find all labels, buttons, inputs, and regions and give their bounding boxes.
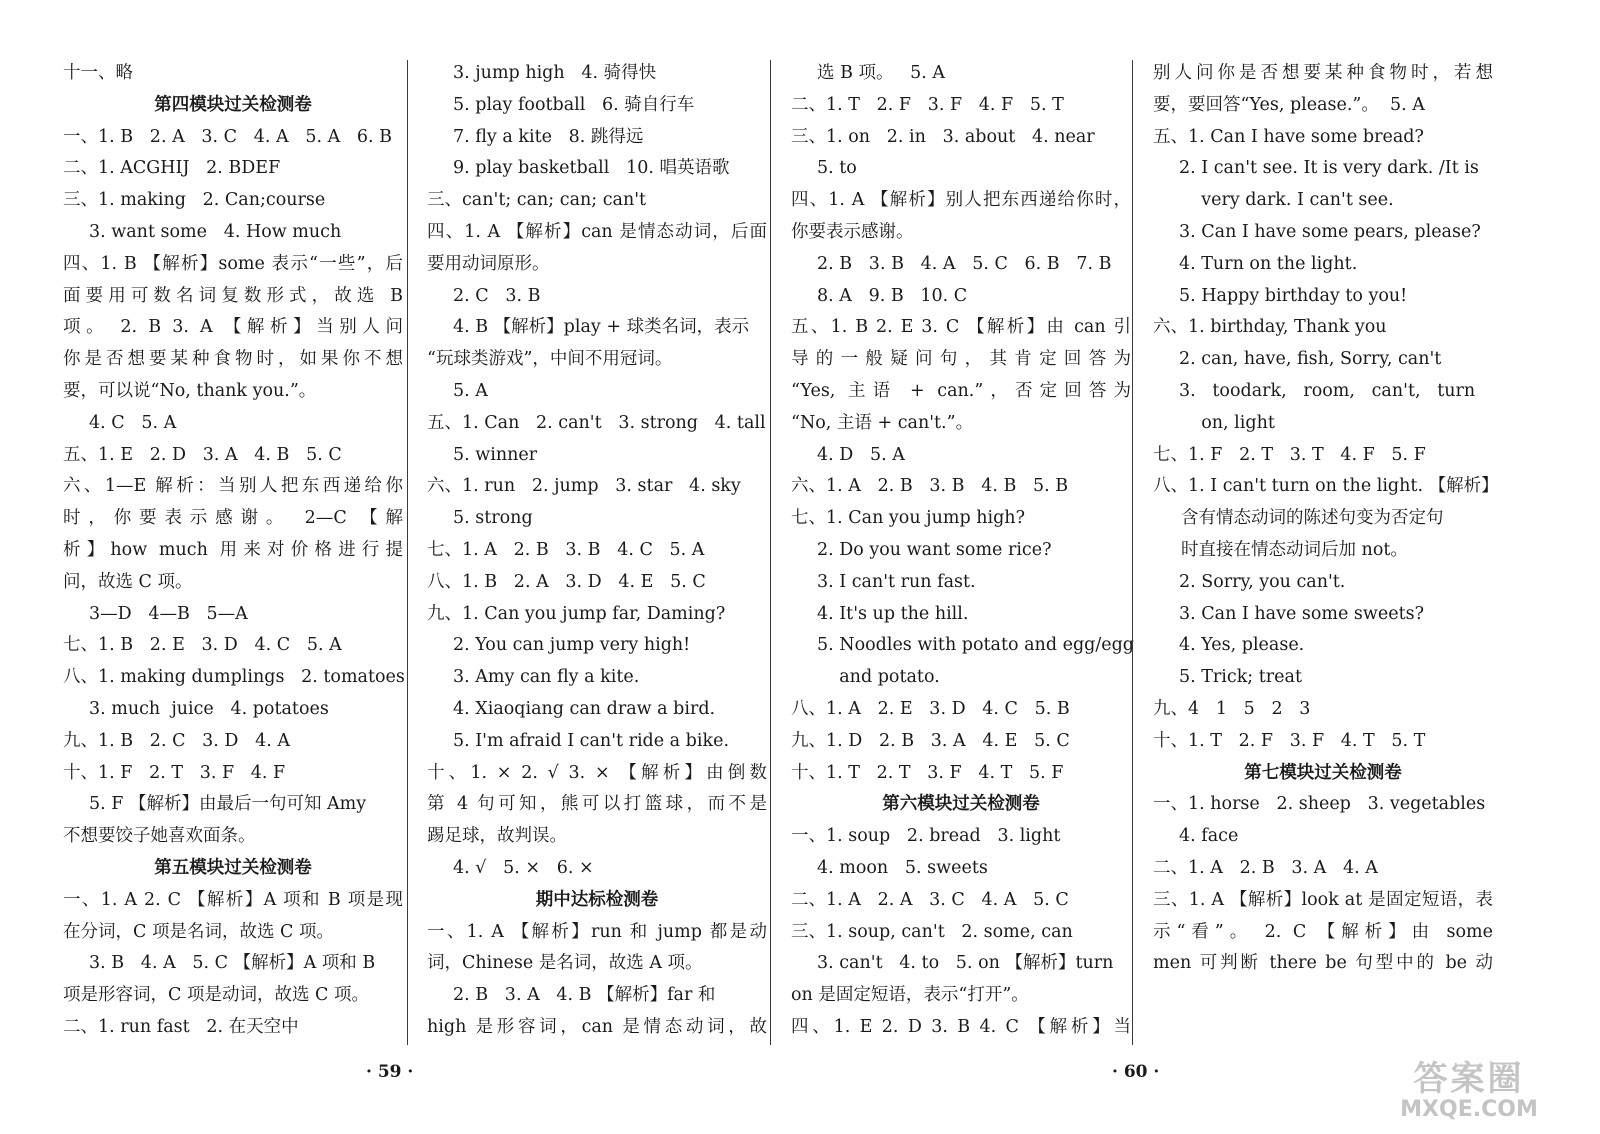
- answer-line: 十、1. F 2. T 3. F 4. F: [63, 762, 286, 783]
- answer-line: 六、1. run 2. jump 3. star 4. sky: [427, 476, 741, 497]
- answer-line: 要，可以说“No, thank you.”。: [63, 380, 317, 401]
- answer-line: 要，要回答“Yes, please.”。 5. A: [1153, 94, 1425, 115]
- answer-line: 你是否想要某种食物时，如果你不想: [63, 349, 403, 370]
- answer-line: 三、can't; can; can; can't: [427, 190, 647, 211]
- answer-line: 析】how much 用来对价格进行提: [63, 539, 403, 560]
- answer-line: 一、1. B 2. A 3. C 4. A 5. A 6. B: [63, 126, 393, 147]
- answer-line: 词，Chinese 是名词，故选 A 项。: [427, 953, 703, 974]
- answer-line: 2. Sorry, you can't.: [1179, 571, 1346, 592]
- answer-line: 2. I can't see. It is very dark. /It is: [1179, 158, 1479, 179]
- section-heading: 第六模块过关检测卷: [882, 794, 1040, 815]
- answer-line: 二、1. A 2. B 3. A 4. A: [1153, 857, 1378, 878]
- answer-line: 七、1. F 2. T 3. T 4. F 5. F: [1153, 444, 1426, 465]
- answer-line: 第 4 句可知，熊可以打篮球，而不是: [427, 794, 767, 815]
- answer-line: 2. You can jump very high!: [453, 635, 691, 656]
- answer-line: 七、1. Can you jump high?: [791, 508, 1025, 529]
- answer-line: 5. I'm afraid I can't ride a bike.: [453, 730, 730, 751]
- answer-line: 二、1. run fast 2. 在天空中: [63, 1016, 299, 1037]
- answer-line: 项是形容词，C 项是动词，故选 C 项。: [63, 985, 369, 1006]
- answer-line: 4. C 5. A: [89, 412, 177, 433]
- answer-line: 三、1. on 2. in 3. about 4. near: [791, 126, 1095, 147]
- answer-line: 5. strong: [453, 508, 533, 529]
- answer-line: 2. B 3. B 4. A 5. C 6. B 7. B: [817, 253, 1112, 274]
- column-1: [63, 58, 403, 1044]
- answer-line: 时直接在情态动词后加 not。: [1181, 539, 1408, 560]
- answer-line: 导的一般疑问句，其肯定回答为: [791, 349, 1131, 370]
- column-4: [1153, 58, 1499, 980]
- column-2: [427, 58, 767, 1044]
- answer-line: 四、1. A 【解析】别人把东西递给你时，: [791, 190, 1131, 211]
- answer-line: 7. fly a kite 8. 跳得远: [453, 126, 644, 147]
- answer-line: 在分词，C 项是名词，故选 C 项。: [63, 921, 334, 942]
- answer-line: 5. Trick; treat: [1179, 667, 1302, 688]
- watermark-mark: 答案圈: [1413, 1059, 1525, 1099]
- answer-line: 3. I can't run fast.: [817, 571, 976, 592]
- answer-line: 2. Do you want some rice?: [817, 539, 1052, 560]
- answer-line: 4. It's up the hill.: [817, 603, 969, 624]
- answer-line: 4. Turn on the light.: [1179, 253, 1358, 274]
- answer-line: 含有情态动词的陈述句变为否定句: [1181, 508, 1444, 529]
- answer-line: 示“看”。 2. C 【解析】由 some: [1153, 921, 1493, 942]
- section-heading: 期中达标检测卷: [535, 889, 659, 910]
- watermark-site: MXQE.COM: [1400, 1097, 1538, 1122]
- answer-line: high 是形容词，can 是情态动词，故: [427, 1016, 767, 1037]
- answer-line: 三、1. A 【解析】look at 是固定短语，表: [1153, 889, 1493, 910]
- answer-line: 十、1. T 2. F 3. F 4. T 5. T: [1153, 730, 1426, 751]
- answer-line: 3. toodark, room, can't, turn: [1179, 380, 1476, 401]
- answer-line: 3. jump high 4. 骑得快: [453, 63, 657, 83]
- answer-line: 5. A: [453, 380, 488, 401]
- answer-line: “Yes, 主语 + can.”，否定回答为: [791, 380, 1131, 401]
- column-divider: [1132, 60, 1133, 1045]
- answer-line: 十、1. × 2. √ 3. × 【解析】由倒数: [427, 762, 767, 783]
- watermark-logo: [1374, 1060, 1564, 1122]
- answer-line: 3. B 4. A 5. C 【解析】A 项和 B: [89, 953, 376, 974]
- answer-line: 别人问你是否想要某种食物时，若想: [1153, 63, 1493, 83]
- answer-line: 9. play basketball 10. 唱英语歌: [453, 158, 730, 179]
- answer-line: 五、1. B 2. E 3. C 【解析】由 can 引: [791, 317, 1131, 338]
- answer-line: 八、1. I can't turn on the light. 【解析】: [1153, 476, 1499, 497]
- answer-line: 5. play football 6. 骑自行车: [453, 94, 695, 115]
- answer-line: 六、1. birthday, Thank you: [1153, 317, 1387, 338]
- answer-line: 一、1. A 【解析】run 和 jump 都是动: [427, 921, 767, 942]
- answer-line: 3. Can I have some pears, please?: [1179, 221, 1481, 242]
- answer-line: 3. Can I have some sweets?: [1179, 603, 1424, 624]
- answer-line: 4. √ 5. × 6. ×: [453, 857, 594, 878]
- answer-line: 九、1. B 2. C 3. D 4. A: [63, 730, 291, 751]
- answer-line: 2. B 3. A 4. B 【解析】far 和: [453, 985, 716, 1006]
- answer-line: 二、1. ACGHIJ 2. BDEF: [63, 158, 281, 179]
- answer-line: 选 B 项。 5. A: [817, 63, 946, 83]
- answer-line: 五、1. Can 2. can't 3. strong 4. tall: [427, 412, 766, 433]
- answer-line: 3. can't 4. to 5. on 【解析】turn: [817, 953, 1114, 974]
- answer-line: men 可判断 there be 句型中的 be 动: [1153, 953, 1493, 974]
- answer-line: 5. winner: [453, 444, 538, 465]
- answer-line: 要用动词原形。: [427, 253, 550, 274]
- answer-line: 4. Yes, please.: [1179, 635, 1305, 656]
- answer-line: 不想要饺子她喜欢面条。: [63, 826, 256, 847]
- answer-line: 九、4 1 5 2 3: [1153, 698, 1311, 719]
- answer-line: on 是固定短语，表示“打开”。: [791, 985, 1029, 1006]
- answer-line: 4. moon 5. sweets: [817, 857, 988, 878]
- answer-line: 四、1. B 【解析】some 表示“一些”，后: [63, 253, 403, 274]
- answer-line: 一、1. soup 2. bread 3. light: [791, 826, 1061, 847]
- page-number-left: · 59 ·: [366, 1062, 414, 1082]
- answer-line: 五、1. Can I have some bread?: [1153, 126, 1424, 147]
- answer-line: 七、1. B 2. E 3. D 4. C 5. A: [63, 635, 342, 656]
- answer-line: 一、1. horse 2. sheep 3. vegetables: [1153, 794, 1486, 815]
- answer-line: 5. Happy birthday to you!: [1179, 285, 1408, 306]
- section-heading: 第七模块过关检测卷: [1244, 762, 1402, 783]
- answer-line: 4. Xiaoqiang can draw a bird.: [453, 698, 716, 719]
- answer-line: 八、1. B 2. A 3. D 4. E 5. C: [427, 571, 706, 592]
- answer-line: 九、1. Can you jump far, Daming?: [427, 603, 726, 624]
- section-heading: 第五模块过关检测卷: [154, 857, 312, 878]
- answer-line: very dark. I can't see.: [1179, 190, 1394, 211]
- answer-line: 2. can, have, fish, Sorry, can't: [1179, 349, 1442, 370]
- answer-line: 8. A 9. B 10. C: [817, 285, 968, 306]
- answer-line: 三、1. soup, can't 2. some, can: [791, 921, 1073, 942]
- column-divider: [407, 60, 408, 1045]
- answer-line: 3. much juice 4. potatoes: [89, 698, 329, 719]
- answer-line: and potato.: [817, 667, 940, 688]
- answer-line: 六、1—E 解析：当别人把东西递给你: [63, 476, 403, 497]
- answer-line: on, light: [1179, 412, 1275, 433]
- answer-line: 四、1. E 2. D 3. B 4. C 【解析】当: [791, 1016, 1131, 1037]
- answer-line: 你要表示感谢。: [791, 221, 914, 242]
- answer-line: 十、1. T 2. T 3. F 4. T 5. F: [791, 762, 1064, 783]
- answer-line: 踢足球，故判误。: [427, 826, 567, 847]
- answer-line: 项。 2. B 3. A 【解析】当别人问: [63, 317, 403, 338]
- answer-line: 5. Noodles with potato and egg/egg: [817, 635, 1135, 656]
- section-heading: 第四模块过关检测卷: [154, 94, 312, 115]
- answer-line: “No, 主语 + can't.”。: [791, 412, 974, 433]
- answer-line: 八、1. A 2. E 3. D 4. C 5. B: [791, 698, 1070, 719]
- column-3: [791, 58, 1135, 1044]
- answer-line: 5. F 【解析】由最后一句可知 Amy: [89, 794, 367, 815]
- answer-line: 二、1. T 2. F 3. F 4. F 5. T: [791, 94, 1064, 115]
- answer-line: 面要用可数名词复数形式，故选 B: [63, 285, 403, 306]
- answer-line: 九、1. D 2. B 3. A 4. E 5. C: [791, 730, 1070, 751]
- answer-line: 八、1. making dumplings 2. tomatoes: [63, 667, 405, 688]
- answer-line: 5. to: [817, 158, 857, 179]
- answer-line: 六、1. A 2. B 3. B 4. B 5. B: [791, 476, 1069, 497]
- answer-line: 3. want some 4. How much: [89, 221, 342, 242]
- answer-line: 二、1. A 2. A 3. C 4. A 5. C: [791, 889, 1069, 910]
- answer-line: 3. Amy can fly a kite.: [453, 667, 640, 688]
- answer-line: 三、1. making 2. Can;course: [63, 190, 326, 211]
- answer-line: 4. D 5. A: [817, 444, 905, 465]
- answer-line: 十一、略: [63, 63, 133, 83]
- answer-line: 4. face: [1179, 826, 1239, 847]
- answer-line: 4. B 【解析】play + 球类名词，表示: [453, 317, 750, 338]
- column-divider: [770, 60, 771, 1045]
- answer-line: 时，你要表示感谢。 2—C 【解: [63, 508, 403, 529]
- page-number-right: · 60 ·: [1112, 1062, 1160, 1082]
- answer-line: 四、1. A 【解析】can 是情态动词，后面: [427, 221, 767, 242]
- answer-line: 问，故选 C 项。: [63, 571, 193, 592]
- answer-line: “玩球类游戏”，中间不用冠词。: [427, 349, 673, 370]
- answer-line: 3—D 4—B 5—A: [89, 603, 248, 624]
- answer-line: 一、1. A 2. C 【解析】A 项和 B 项是现: [63, 889, 403, 910]
- answer-line: 七、1. A 2. B 3. B 4. C 5. A: [427, 539, 705, 560]
- answer-line: 五、1. E 2. D 3. A 4. B 5. C: [63, 444, 342, 465]
- answer-line: 2. C 3. B: [453, 285, 541, 306]
